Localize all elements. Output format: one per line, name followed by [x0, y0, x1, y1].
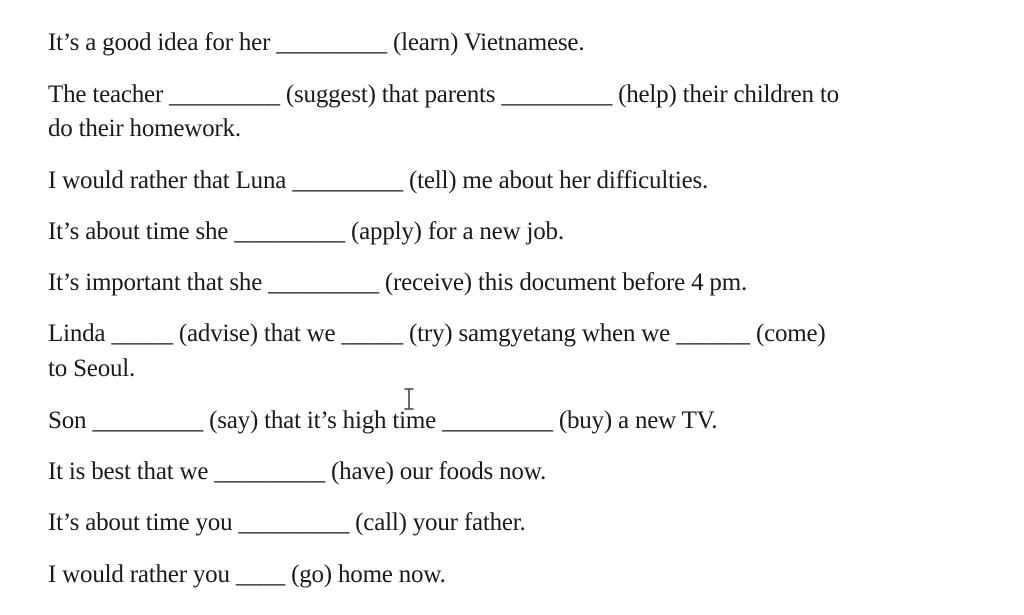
exercise-line-2-continued: do their homework.: [48, 115, 241, 142]
exercise-line-6-continued: to Seoul.: [48, 355, 136, 382]
exercise-line-1: It’s a good idea for her _________ (learn) Vietnamese.: [48, 29, 585, 56]
exercise-line-3: I would rather that Luna _________ (tell) me about her difficulties.: [48, 167, 709, 194]
text-cursor-icon: [402, 388, 416, 410]
exercise-line-7: Son _________ (say) that it’s high time _________ (buy) a new TV.: [48, 407, 718, 434]
exercise-line-8: It is best that we _________ (have) our foods now.: [48, 458, 547, 485]
exercise-line-9: It’s about time you _________ (call) your father.: [48, 509, 526, 536]
exercise-line-5: It’s important that she _________ (receive) this document before 4 pm.: [48, 269, 748, 296]
exercise-line-6: Linda _____ (advise) that we _____ (try) samgyetang when we ______ (come): [48, 320, 826, 347]
exercise-line-2: The teacher _________ (suggest) that parents _________ (help) their children to: [48, 81, 839, 108]
exercise-line-4: It’s about time she _________ (apply) for a new job.: [48, 218, 564, 245]
exercise-line-10: I would rather you ____ (go) home now.: [48, 561, 446, 588]
